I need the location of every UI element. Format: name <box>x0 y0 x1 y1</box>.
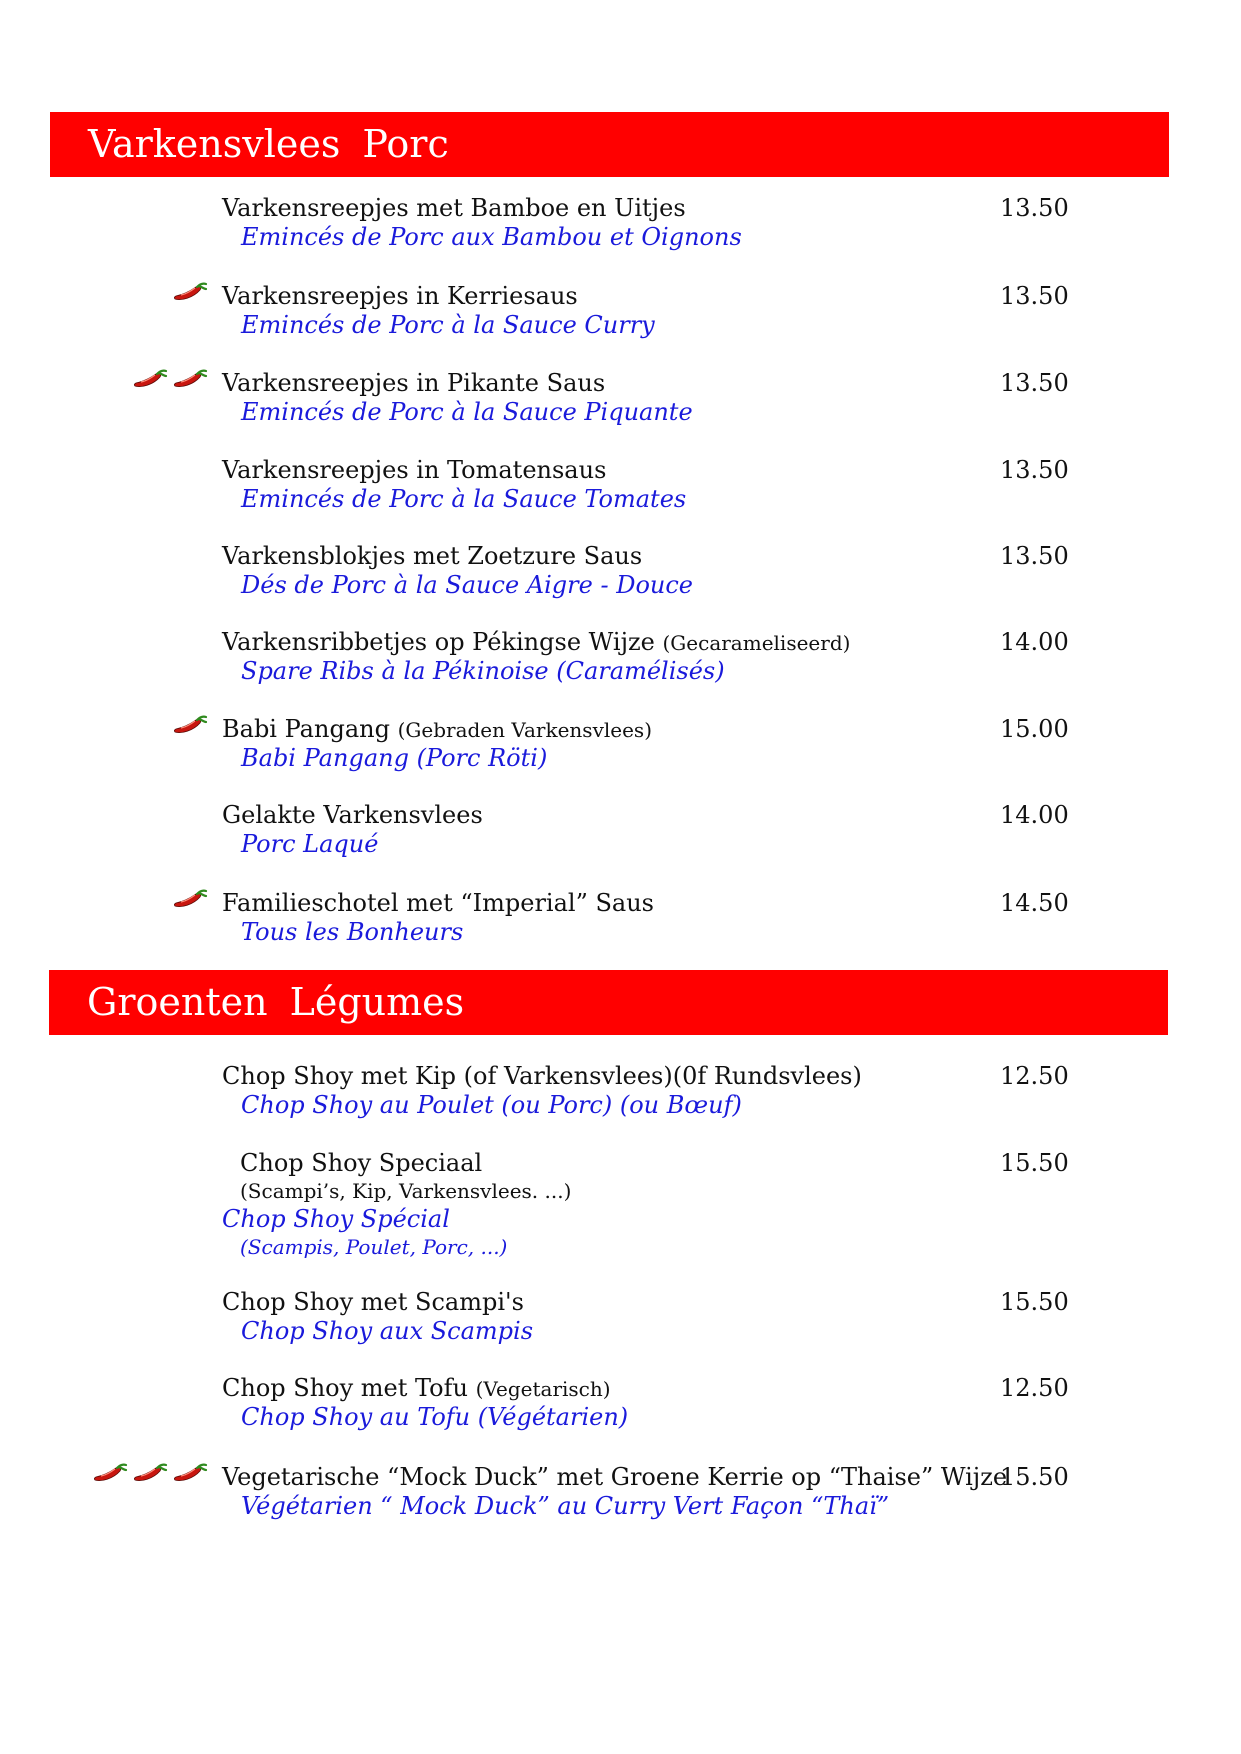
item-name: Chop Shoy Speciaal <box>240 1149 483 1177</box>
item-name: Varkensreepjes in Pikante Saus <box>222 369 606 397</box>
item-name-french: Emincés de Porc à la Sauce Piquante <box>241 398 693 426</box>
item-name: Gelakte Varkensvlees <box>222 801 483 829</box>
item-name-french: Chop Shoy Spécial <box>222 1205 450 1233</box>
item-name: Vegetarische “Mock Duck” met Groene Kerrie op “Thaise” Wijze <box>222 1463 1008 1491</box>
item-name: Varkensribbetjes op Pékingse Wijze (Gecarameliseerd) <box>222 628 851 656</box>
item-name: Varkensblokjes met Zoetzure Saus <box>222 542 643 570</box>
item-price: 14.50 <box>1000 889 1069 917</box>
item-note: (Gecarameliseerd) <box>662 631 851 655</box>
item-price: 13.50 <box>1000 542 1069 570</box>
chili-pepper-icon <box>173 368 209 390</box>
chili-pepper-icon <box>133 1462 169 1484</box>
item-name: Varkensreepjes met Bamboe en Uitjes <box>222 194 686 222</box>
item-name: Chop Shoy met Scampi's <box>222 1288 524 1316</box>
spice-level <box>173 281 209 311</box>
spice-level <box>93 1462 209 1492</box>
item-name: Varkensreepjes in Kerriesaus <box>222 282 578 310</box>
section-title-nl: Groenten <box>87 980 268 1024</box>
chili-pepper-icon <box>173 714 209 736</box>
item-name-french: Dés de Porc à la Sauce Aigre - Douce <box>241 571 693 599</box>
item-name-french: Chop Shoy aux Scampis <box>241 1317 534 1345</box>
item-price: 13.50 <box>1000 194 1069 222</box>
item-name-french: Emincés de Porc aux Bambou et Oignons <box>241 223 742 251</box>
item-name-french: Chop Shoy au Poulet (ou Porc) (ou Bœuf) <box>241 1091 742 1119</box>
item-name: Chop Shoy met Tofu (Vegetarisch) <box>222 1374 611 1402</box>
chili-pepper-icon <box>93 1462 129 1484</box>
item-name: Familieschotel met “Imperial” Saus <box>222 889 654 917</box>
item-price: 15.50 <box>1000 1463 1069 1491</box>
item-note: (Scampi’s, Kip, Varkensvlees. ...) <box>240 1179 572 1203</box>
item-price: 15.00 <box>1000 715 1069 743</box>
spice-level <box>133 368 209 398</box>
chili-pepper-icon <box>173 1462 209 1484</box>
item-price: 14.00 <box>1000 628 1069 656</box>
item-name-french: Tous les Bonheurs <box>241 918 464 946</box>
spice-level <box>173 714 209 744</box>
item-name-french: Spare Ribs à la Pékinoise (Caramélisés) <box>241 657 725 685</box>
spice-level <box>173 888 209 918</box>
item-note: (Vegetarisch) <box>475 1377 611 1401</box>
item-price: 13.50 <box>1000 456 1069 484</box>
section-title-fr: Légumes <box>289 980 465 1024</box>
item-price: 13.50 <box>1000 282 1069 310</box>
item-price: 15.50 <box>1000 1288 1069 1316</box>
item-name-french: Babi Pangang (Porc Röti) <box>241 744 548 772</box>
item-name-french: Porc Laqué <box>241 830 379 858</box>
section-title-fr: Porc <box>362 122 449 166</box>
item-price: 15.50 <box>1000 1149 1069 1177</box>
item-note-french: (Scampis, Poulet, Porc, ...) <box>240 1235 508 1259</box>
item-name-french: Chop Shoy au Tofu (Végétarien) <box>241 1403 629 1431</box>
item-name: Chop Shoy met Kip (of Varkensvlees)(0f Rundsvlees) <box>222 1062 862 1090</box>
item-price: 12.50 <box>1000 1374 1069 1402</box>
item-name-french: Végétarien “ Mock Duck” au Curry Vert Façon “Thaï” <box>241 1492 890 1520</box>
section-title-nl: Varkensvlees <box>88 122 341 166</box>
section-header-pork <box>50 112 1169 177</box>
chili-pepper-icon <box>133 368 169 390</box>
item-price: 12.50 <box>1000 1062 1069 1090</box>
item-name-french: Emincés de Porc à la Sauce Curry <box>241 311 655 339</box>
item-name: Babi Pangang (Gebraden Varkensvlees) <box>222 715 652 743</box>
chili-pepper-icon <box>173 281 209 303</box>
item-price: 13.50 <box>1000 369 1069 397</box>
section-header-vegetables <box>49 970 1168 1035</box>
item-name-french: Emincés de Porc à la Sauce Tomates <box>241 485 687 513</box>
chili-pepper-icon <box>173 888 209 910</box>
item-note: (Gebraden Varkensvlees) <box>397 718 652 742</box>
item-price: 14.00 <box>1000 801 1069 829</box>
item-name: Varkensreepjes in Tomatensaus <box>222 456 607 484</box>
